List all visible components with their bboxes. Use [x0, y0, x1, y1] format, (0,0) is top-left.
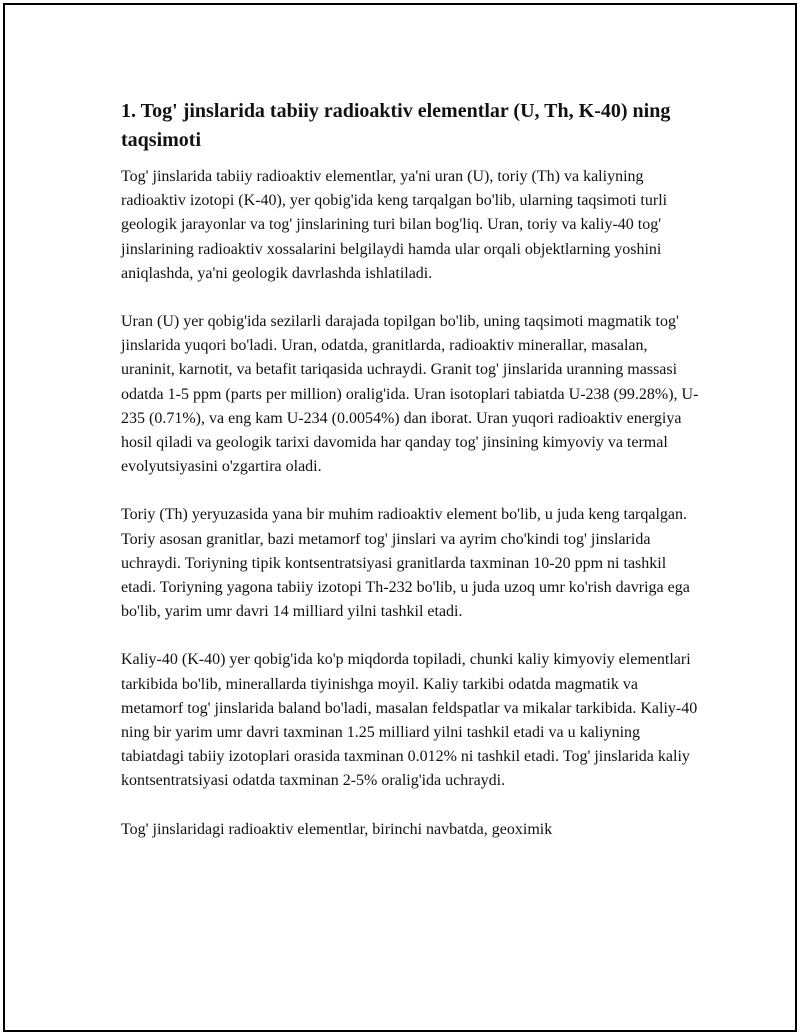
paragraph-thorium: Toriy (Th) yeryuzasida yana bir muhim radioaktiv element bo'lib, u juda keng tarqalgan. Toriy asosan granitlar, bazi metamorf tog' jinslari va ayrim cho'kindi tog' jinslarida uchraydi. Toriyning tipik kontsentratsiyasi granitlarda taxminan 10-20 ppm ni tashkil etadi. Toriyning yagona tabiiy izotopi Th-232 bo'lib, u juda uzoq umr ko'rish davriga ega bo'lib, yarim umr davri 14 milliard yilni tashkil etadi. [121, 506, 690, 621]
paragraph-geochemistry: Tog' jinslaridagi radioaktiv elementlar, birinchi navbatda, geoximik [121, 820, 553, 838]
document-body [121, 97, 701, 866]
paragraph-intro: Tog' jinslarida tabiiy radioaktiv elementlar, ya'ni uran (U), toriy (Th) va kaliyning radioaktiv izotopi (K-40), yer qobig'ida keng tarqalgan bo'lib, ularning taqsimoti turli geologik jarayonlar va tog' jinslarining turi bilan bog'liq. Uran, toriy va kaliy-40 tog' jinslarining radioaktiv xossalarini belgilaydi hamda ular orqali objektlarning yoshini aniqlashda, ya'ni geologik davrlashda ishlatiladi. [121, 168, 668, 282]
paragraph-potassium: Kaliy-40 (K-40) yer qobig'ida ko'p miqdorda topiladi, chunki kaliy kimyoviy elementlari tarkibida bo'lib, minerallarda tiyinishga moyil. Kaliy tarkibi odatda magmatik va metamorf tog' jinslarida baland bo'ladi, masalan feldspatlar va mikalar tarkibida. Kaliy-40 ning bir yarim umr davri taxminan 1.25 milliard yilni tashkil etadi va u kaliyning tabiatdagi tabiiy izotoplari orasida taxminan 0.012% ni tashkil etadi. Tog' jinslarida kaliy kontsentratsiyasi odatda taxminan 2-5% oralig'ida uchraydi. [121, 651, 698, 790]
section-heading: 1. Tog' jinslarida tabiiy radioaktiv elementlar (U, Th, K-40) ning taqsimoti [121, 100, 671, 151]
paragraph-uranium: Uran (U) yer qobig'ida sezilarli darajada topilgan bo'lib, uning taqsimoti magmatik tog' jinslarida yuqori bo'ladi. Uran, odatda, granitlarda, radioaktiv minerallar, masalan, uraninit, karnotit, va betafit tariqasida uchraydi. Granit tog' jinslarida uranning massasi odatda 1-5 ppm (parts per million) oralig'ida. Uran isotoplari tabiatda U-238 (99.28%), U-235 (0.71%), va eng kam U-234 (0.0054%) dan iborat. Uran yuqori radioaktiv energiya hosil qiladi va geologik tarixi davomida har qanday tog' jinsining kimyoviy va termal evolyutsiyasini o'zgartira oladi. [121, 313, 699, 476]
page-frame [3, 3, 797, 1032]
